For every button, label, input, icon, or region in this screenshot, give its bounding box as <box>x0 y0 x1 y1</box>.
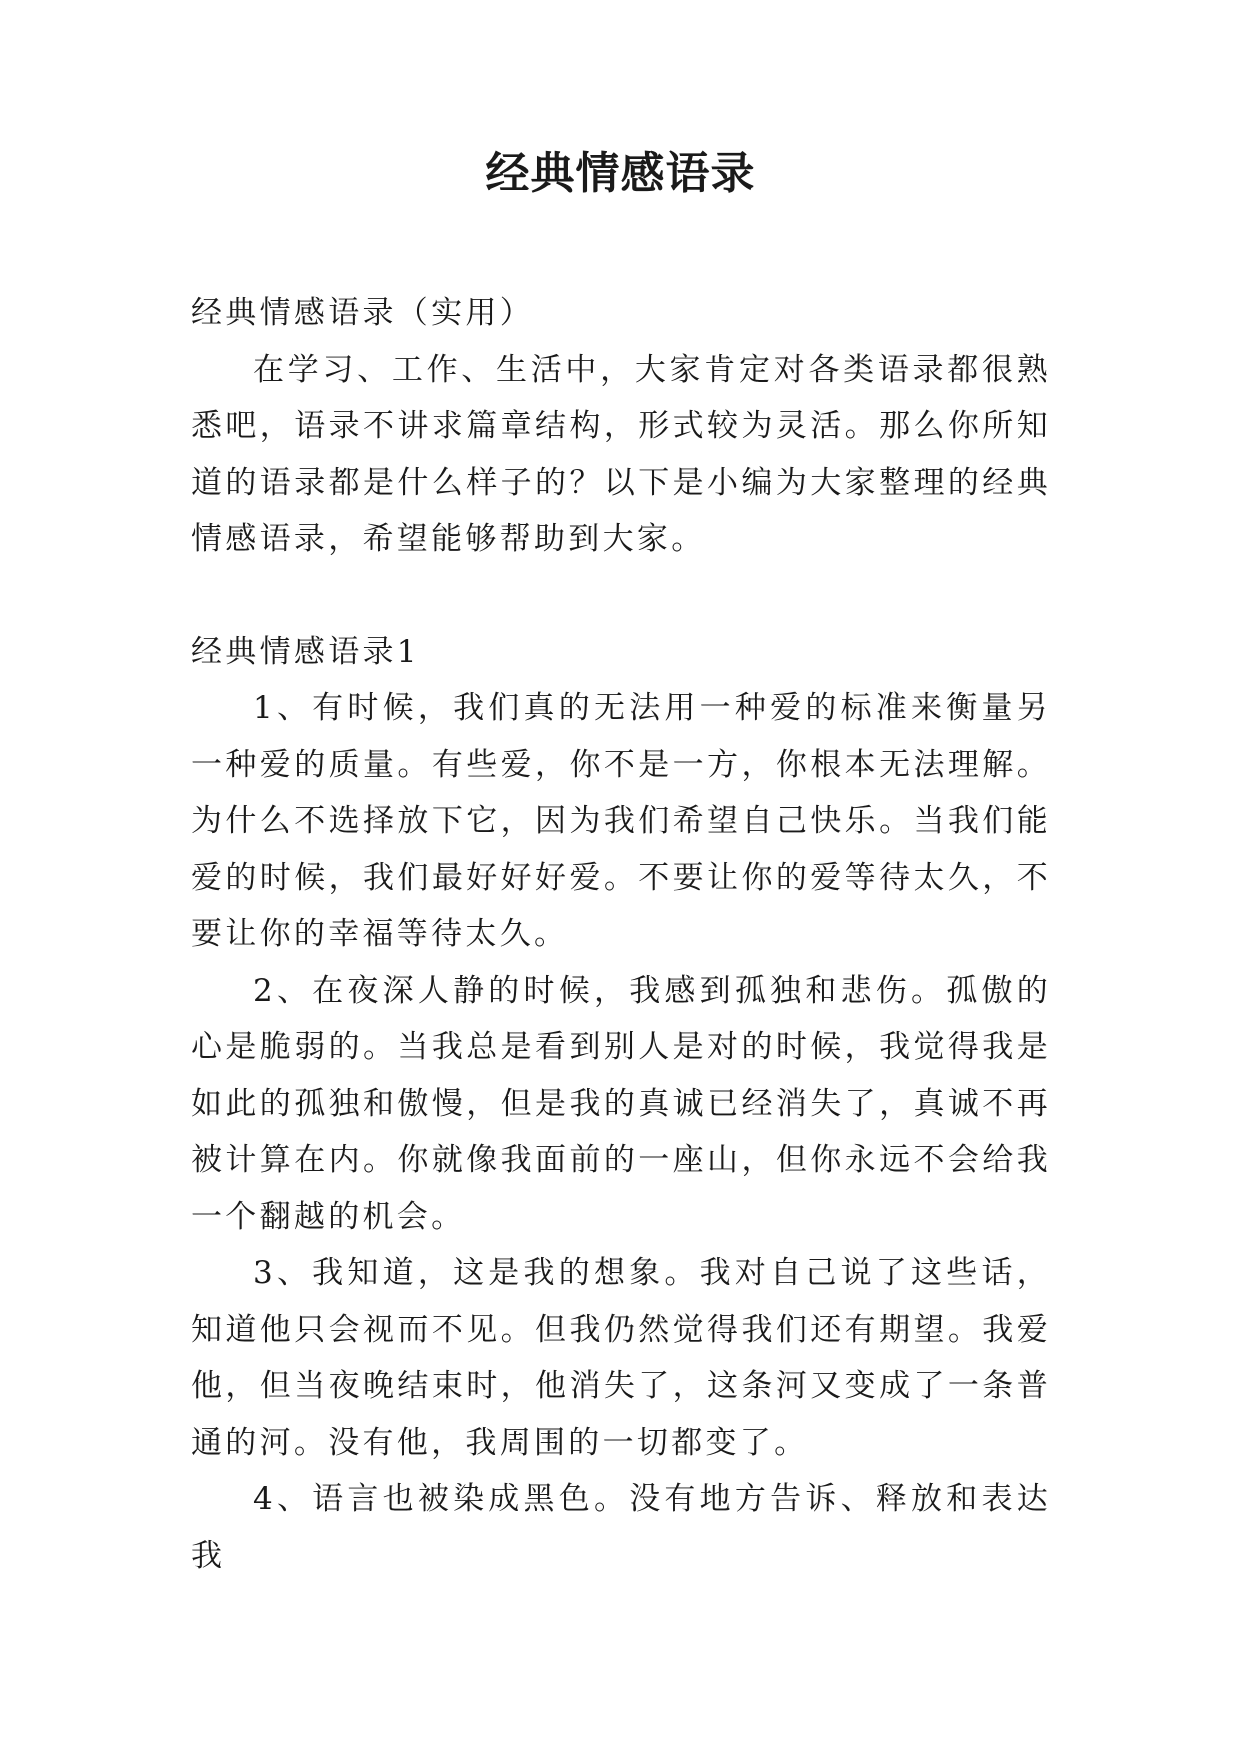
section-heading: 经典情感语录1 <box>191 633 420 670</box>
quote-item-3: 3、我知道，这是我的想象。我对自己说了这些话，知道他只会视而不见。但我仍然觉得我们还有期望。我爱他，但当夜晚结束时，他消失了，这条河又变成了一条普通的河。没有他，我周围的一切都变了。 <box>191 1255 1051 1461</box>
document-subtitle: 经典情感语录（实用） <box>191 295 534 331</box>
intro-paragraph: 在学习、工作、生活中，大家肯定对各类语录都很熟悉吧，语录不讲求篇章结构，形式较为灵活。那么你所知道的语录都是什么样子的？以下是小编为大家整理的经典情感语录，希望能够帮助到大家。 <box>191 351 1051 557</box>
quote-item-1: 1、有时候，我们真的无法用一种爱的标准来衡量另一种爱的质量。有些爱，你不是一方，你根本无法理解。为什么不选择放下它，因为我们希望自己快乐。当我们能爱的时候，我们最好好好爱。不要让你的爱等待太久，不要让你的幸福等待太久。 <box>191 690 1051 952</box>
paragraph-spacer <box>191 568 1051 624</box>
document-body <box>191 285 1051 1584</box>
quote-item-2: 2、在夜深人静的时候，我感到孤独和悲伤。孤傲的心是脆弱的。当我总是看到别人是对的时候，我觉得我是如此的孤独和傲慢，但是我的真诚已经消失了，真诚不再被计算在内。你就像我面前的一座山，但你永远不会给我一个翻越的机会。 <box>191 972 1051 1235</box>
quote-item-4: 4、语言也被染成黑色。没有地方告诉、释放和表达我 <box>191 1481 1051 1574</box>
document-title: 经典情感语录 <box>485 148 756 199</box>
